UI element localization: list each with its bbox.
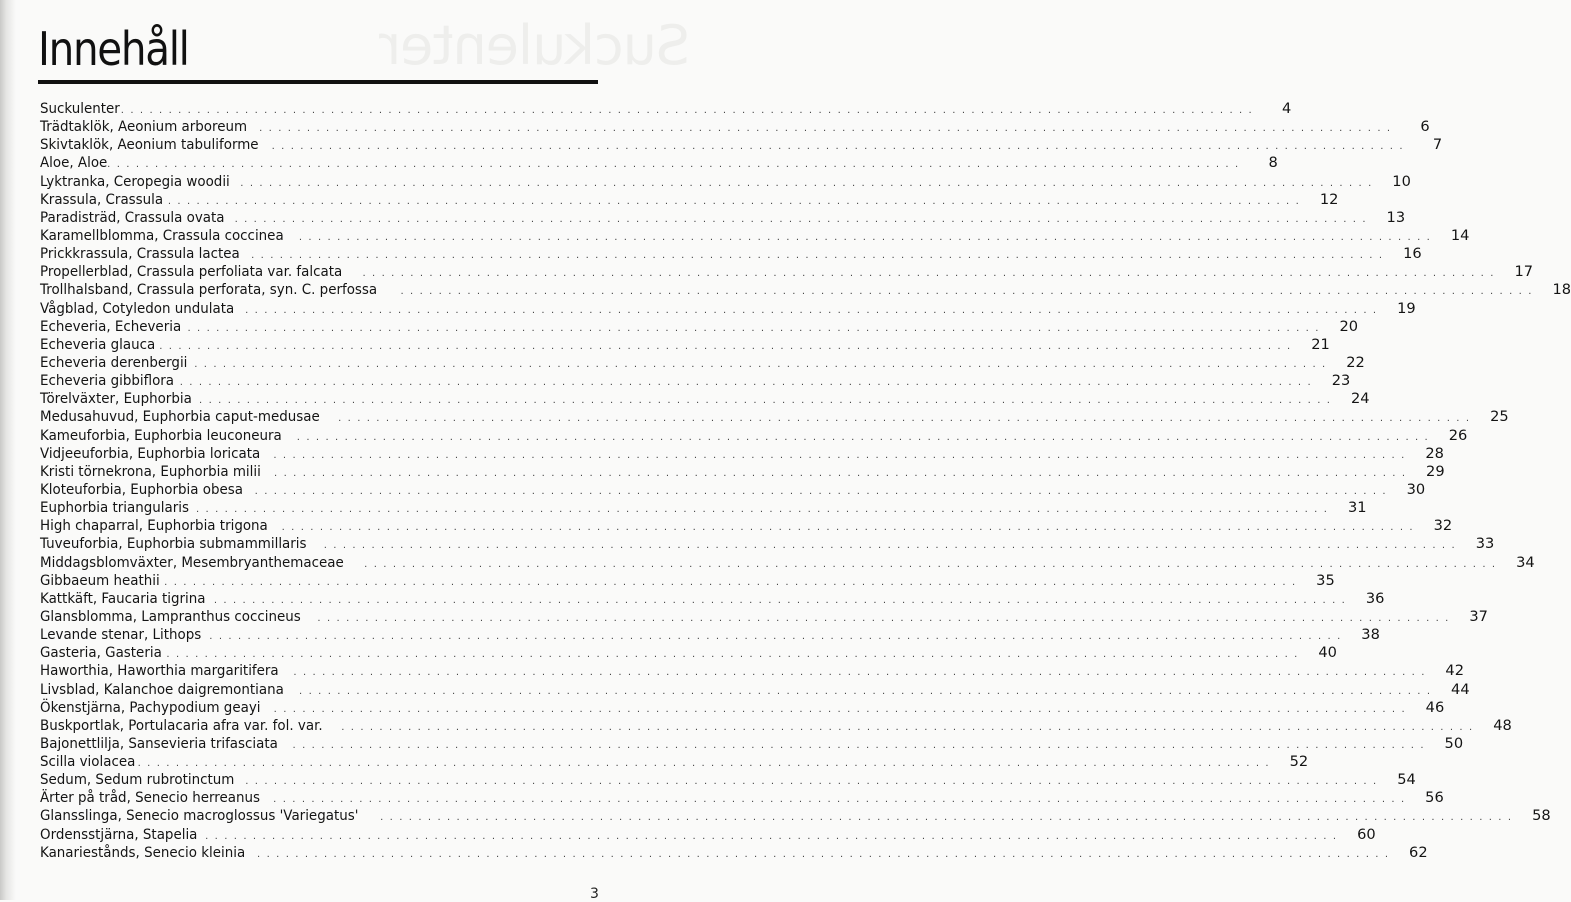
toc-entry[interactable] <box>40 517 1453 535</box>
toc-entry[interactable] <box>40 263 1534 281</box>
toc-entry[interactable] <box>40 753 1309 771</box>
toc-entry-page: 56 <box>1425 789 1444 807</box>
toc-entry-page: 60 <box>1357 825 1376 843</box>
toc-entry-page: 46 <box>1425 698 1445 716</box>
toc-entry-page: 54 <box>1397 771 1416 789</box>
toc-entry-page: 23 <box>1331 372 1351 390</box>
toc-leader-dots <box>194 356 1327 374</box>
toc-leader-dots <box>338 410 1471 428</box>
toc-entry[interactable] <box>40 353 1365 372</box>
toc-leader-dots <box>209 628 1342 646</box>
toc-entry-title: Suckulenter <box>40 100 120 117</box>
toc-entry[interactable] <box>40 154 1278 172</box>
toc-entry-page: 30 <box>1406 480 1426 498</box>
toc-entry-page: 38 <box>1361 626 1380 644</box>
toc-entry[interactable] <box>40 843 1428 862</box>
toc-entry-page: 12 <box>1319 190 1339 208</box>
toc-entry-title: Echeveria derenbergii <box>40 353 188 371</box>
toc-entry[interactable] <box>40 698 1445 717</box>
toc-entry[interactable] <box>40 462 1445 481</box>
toc-entry[interactable] <box>40 662 1464 680</box>
toc-entry-title: Ärter på tråd, Senecio herreanus <box>40 789 261 807</box>
toc-leader-dots <box>273 447 1406 465</box>
toc-entry-page: 19 <box>1397 299 1416 317</box>
toc-entry-title: Vidjeeuforbia, Euphorbia loricata <box>40 444 261 462</box>
toc-entry-title: High chaparral, Euphorbia trigona <box>40 517 268 535</box>
toc-entry-page: 26 <box>1448 426 1468 444</box>
toc-entry-page: 10 <box>1392 172 1411 190</box>
toc-entry-page: 40 <box>1318 644 1337 662</box>
toc-entry-title: Kloteuforbia, Euphorbia obesa <box>40 480 243 498</box>
toc-entry-title: Trädtaklök, Aeonium arboreum <box>40 118 248 136</box>
toc-leader-dots <box>259 120 1392 138</box>
toc-entry-page: 4 <box>1282 100 1292 117</box>
page-edge-shadow <box>0 0 16 900</box>
toc-entry-page: 42 <box>1445 662 1464 680</box>
toc-entry-page: 14 <box>1450 226 1470 244</box>
toc-leader-dots <box>180 374 1313 392</box>
toc-entry-title: Middagsblomväxter, Mesembryanthemaceae <box>40 553 344 571</box>
toc-entry[interactable] <box>40 825 1376 844</box>
show-through-text: Suckulenter <box>380 14 691 77</box>
toc-entry-title: Aloe, Aloe <box>40 154 108 172</box>
toc-entry-page: 16 <box>1403 245 1422 263</box>
toc-entry[interactable] <box>40 317 1359 336</box>
toc-entry[interactable] <box>40 190 1339 209</box>
toc-entry[interactable] <box>40 571 1335 590</box>
toc-leader-dots <box>168 193 1301 211</box>
toc-entry-page: 29 <box>1426 462 1445 480</box>
toc-entry-title: Prickkrassula, Crassula lactea <box>40 245 240 263</box>
toc-entry-title: Livsblad, Kalanchoe daigremontiana <box>40 680 284 698</box>
toc-entry[interactable] <box>40 281 1571 299</box>
toc-leader-dots <box>245 773 1378 791</box>
toc-leader-dots <box>317 610 1450 628</box>
toc-entry-page: 28 <box>1425 444 1444 462</box>
toc-leader-dots <box>138 755 1271 773</box>
toc-entry[interactable] <box>40 136 1443 154</box>
toc-leader-dots <box>299 229 1432 247</box>
toc-leader-dots <box>400 283 1533 301</box>
toc-entry-page: 50 <box>1444 734 1464 752</box>
toc-leader-dots <box>164 574 1297 592</box>
toc-entry[interactable] <box>40 644 1337 662</box>
toc-leader-dots <box>159 338 1292 356</box>
toc-leader-dots <box>107 156 1240 174</box>
toc-entry-page: 52 <box>1289 753 1309 771</box>
toc-leader-dots <box>272 138 1405 156</box>
toc-entry-title: Tuveuforbia, Euphorbia submammillaris <box>40 535 307 553</box>
toc-entry[interactable] <box>40 535 1495 553</box>
toc-entry[interactable] <box>40 426 1468 445</box>
toc-entry[interactable] <box>40 589 1385 608</box>
toc-entry-title: Haworthia, Haworthia margaritifera <box>40 662 279 680</box>
page-number: 3 <box>590 886 599 902</box>
toc-entry[interactable] <box>40 553 1535 572</box>
toc-entry-title: Karamellblomma, Crassula coccinea <box>40 226 284 244</box>
toc-entry-page: 6 <box>1420 118 1430 136</box>
toc-entry-page: 36 <box>1365 589 1385 607</box>
toc-leader-dots <box>245 302 1378 320</box>
toc-leader-dots <box>257 846 1390 864</box>
toc-entry-title: Bajonettlilja, Sansevieria trifasciata <box>40 734 278 752</box>
toc-entry-title: Ökenstjärna, Pachypodium geayi <box>40 698 261 716</box>
toc-entry[interactable] <box>40 372 1351 390</box>
toc-leader-dots <box>380 809 1513 827</box>
page-title: Innehåll <box>38 22 189 76</box>
toc-entry[interactable] <box>40 408 1509 426</box>
toc-leader-dots <box>251 247 1384 265</box>
toc-entry[interactable] <box>40 100 1292 118</box>
toc-entry[interactable] <box>40 335 1330 354</box>
toc-entry[interactable] <box>40 716 1512 735</box>
toc-leader-dots <box>293 664 1426 682</box>
toc-leader-dots <box>274 701 1407 719</box>
toc-entry-page: 31 <box>1347 499 1367 517</box>
toc-leader-dots <box>274 465 1407 483</box>
toc-entry-page: 34 <box>1516 553 1535 571</box>
toc-entry[interactable] <box>40 734 1464 753</box>
toc-entry-title: Kanariestånds, Senecio kleinia <box>40 843 246 861</box>
toc-entry-title: Paradisträd, Crassula ovata <box>40 208 225 226</box>
toc-entry-title: Skivtaklök, Aeonium tabuliforme <box>40 136 259 154</box>
toc-entry-title: Euphorbia triangularis <box>40 499 189 517</box>
toc-entry-title: Ordensstjärna, Stapelia <box>40 825 198 843</box>
toc-entry-title: Echeveria glauca <box>40 335 156 353</box>
toc-leader-dots <box>341 719 1474 737</box>
toc-entry-title: Sedum, Sedum rubrotinctum <box>40 771 235 789</box>
toc-entry-title: Kattkäft, Faucaria tigrina <box>40 589 206 607</box>
toc-entry[interactable] <box>40 807 1551 825</box>
toc-entry-page: 35 <box>1316 571 1335 589</box>
toc-entry[interactable] <box>40 208 1406 227</box>
toc-leader-dots <box>362 265 1495 283</box>
toc-entry-title: Vågblad, Cotyledon undulata <box>40 299 235 317</box>
toc-entry-title: Levande stenar, Lithops <box>40 626 202 644</box>
toc-entry-title: Trollhalsband, Crassula perforata, syn. C. perfossa <box>40 281 378 299</box>
toc-entry[interactable] <box>40 499 1367 517</box>
toc-entry-page: 37 <box>1469 607 1488 625</box>
toc-entry[interactable] <box>40 299 1416 318</box>
toc-entry-page: 48 <box>1493 716 1512 734</box>
toc-entry-page: 8 <box>1268 154 1278 172</box>
toc-entry-title: Echeveria, Echeveria <box>40 317 182 335</box>
toc-entry[interactable] <box>40 245 1422 263</box>
toc-entry-page: 58 <box>1532 807 1551 825</box>
toc-entry-page: 44 <box>1451 680 1470 698</box>
toc-entry-page: 25 <box>1490 408 1509 426</box>
toc-entry[interactable] <box>40 607 1488 626</box>
toc-leader-dots <box>121 102 1254 120</box>
toc-entry-page: 32 <box>1433 517 1453 535</box>
toc-entry-page: 17 <box>1514 263 1534 281</box>
toc-entry-page: 21 <box>1311 335 1330 353</box>
toc-leader-dots <box>282 519 1415 537</box>
toc-leader-dots <box>255 483 1388 501</box>
toc-leader-dots <box>196 501 1329 519</box>
toc-entry[interactable] <box>40 789 1444 807</box>
table-of-contents <box>40 100 1571 862</box>
toc-leader-dots <box>324 537 1457 555</box>
toc-leader-dots <box>166 646 1299 664</box>
toc-leader-dots <box>214 592 1347 610</box>
toc-entry[interactable] <box>40 771 1416 789</box>
toc-entry-page: 20 <box>1339 317 1359 335</box>
toc-leader-dots <box>240 175 1373 193</box>
toc-entry-title: Medusahuvud, Euphorbia caput-medusae <box>40 408 320 426</box>
toc-entry[interactable] <box>40 680 1470 699</box>
toc-entry-title: Glansblomma, Lampranthus coccineus <box>40 607 301 625</box>
toc-entry-title: Törelväxter, Euphorbia <box>40 390 192 408</box>
toc-entry-page: 24 <box>1351 390 1370 408</box>
toc-entry-title: Kameuforbia, Euphorbia leuconeura <box>40 426 282 444</box>
toc-entry-page: 7 <box>1432 136 1443 154</box>
toc-leader-dots <box>199 392 1332 410</box>
toc-leader-dots <box>299 683 1432 701</box>
toc-entry[interactable] <box>40 626 1380 644</box>
toc-leader-dots <box>273 791 1406 809</box>
toc-entry[interactable] <box>40 118 1430 136</box>
toc-entry-title: Krassula, Crassula <box>40 190 164 208</box>
toc-entry-title: Gasteria, Gasteria <box>40 644 162 662</box>
toc-entry-title: Buskportlak, Portulacaria afra var. fol. var. <box>40 716 323 734</box>
title-rule <box>38 80 598 84</box>
toc-entry-title: Propellerblad, Crassula perfoliata var. falcata <box>40 263 343 281</box>
toc-entry-page: 18 <box>1552 281 1571 299</box>
toc-entry-title: Glansslinga, Senecio macroglossus 'Variegatus' <box>40 807 359 825</box>
toc-entry-page: 33 <box>1475 535 1495 553</box>
toc-entry-title: Lyktranka, Ceropegia woodii <box>40 172 230 190</box>
toc-entry-page: 13 <box>1386 208 1406 226</box>
toc-entry-page: 62 <box>1409 843 1428 861</box>
toc-entry[interactable] <box>40 480 1426 499</box>
toc-entry[interactable] <box>40 226 1470 245</box>
toc-leader-dots <box>293 737 1426 755</box>
toc-entry[interactable] <box>40 444 1444 463</box>
toc-leader-dots <box>187 320 1320 338</box>
toc-leader-dots <box>297 429 1430 447</box>
toc-entry-title: Echeveria gibbiflora <box>40 372 175 390</box>
toc-leader-dots <box>205 828 1338 846</box>
toc-entry-page: 22 <box>1346 353 1365 371</box>
toc-entry-title: Kristi törnekrona, Euphorbia milii <box>40 462 261 480</box>
toc-entry-title: Scilla violacea <box>40 753 136 771</box>
toc-leader-dots <box>235 211 1368 229</box>
toc-entry[interactable] <box>40 390 1370 408</box>
toc-entry-title: Gibbaeum heathii <box>40 571 160 589</box>
toc-entry[interactable] <box>40 172 1411 191</box>
